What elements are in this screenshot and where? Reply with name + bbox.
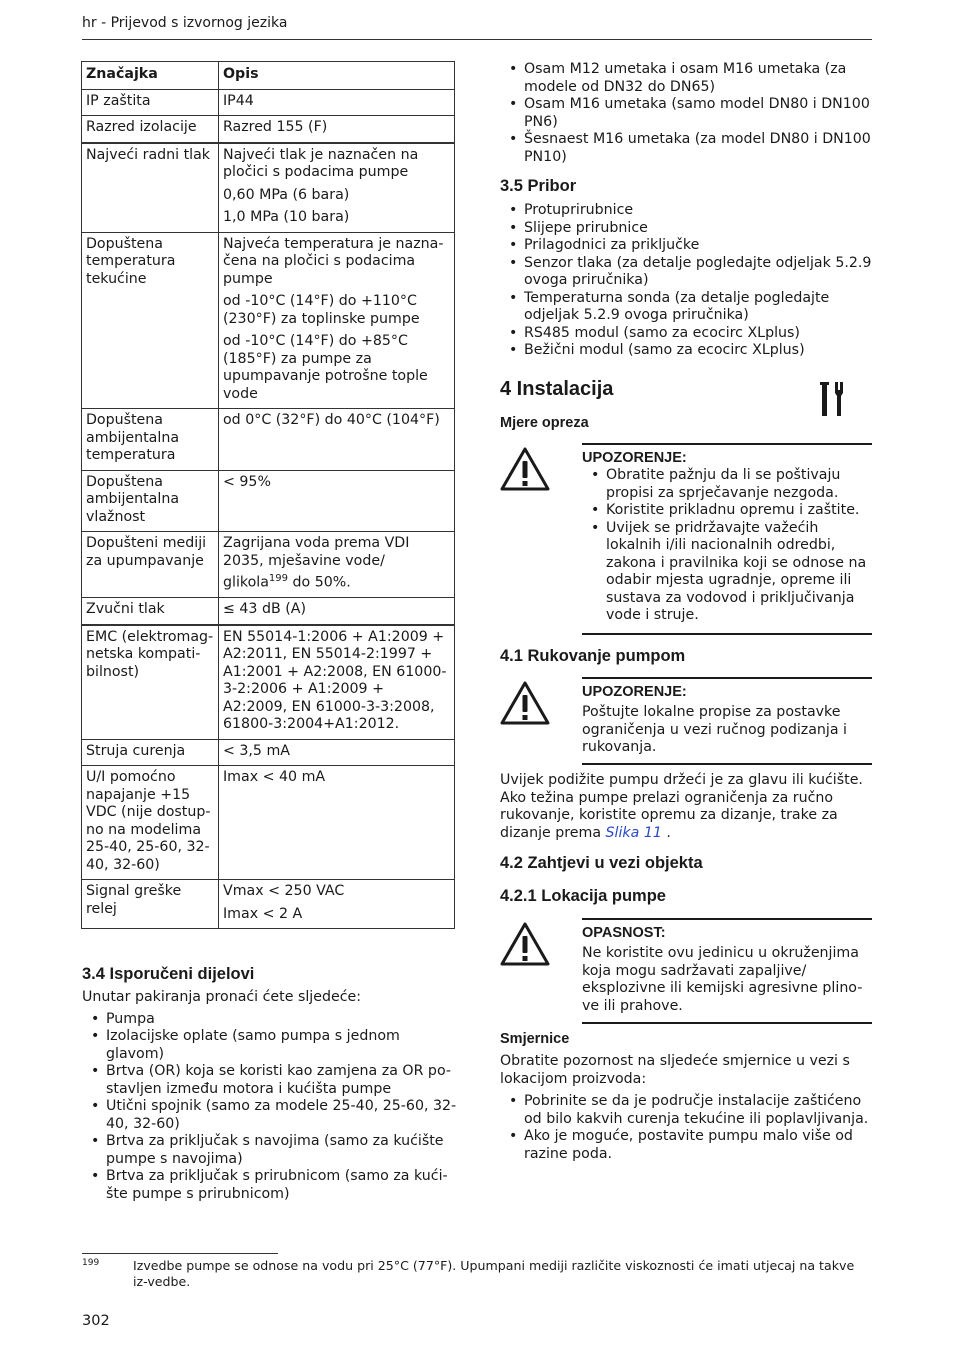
table-cell-key: EMC (elektromag-netska kompati-bilnost) xyxy=(82,625,219,740)
value-text: od -10°C (14°F) do +85°C (185°F) za pumpe za upumpavanje potrošne tople vode xyxy=(223,333,428,402)
warning-block xyxy=(500,443,872,637)
value-text: < 3,5 mA xyxy=(223,742,290,759)
value-text xyxy=(223,535,450,592)
page-header xyxy=(82,14,872,40)
value-text: Vmax < 250 VAC xyxy=(223,883,345,900)
table-cell-value xyxy=(219,470,455,532)
section-3-5 xyxy=(500,177,872,360)
table-row xyxy=(82,739,455,766)
list-item: • Temperaturna sonda (za detalje pogledajte odjeljak 5.2.9 ovoga priručnika) xyxy=(500,290,872,325)
section-heading: 4.1 Rukovanje pumpom xyxy=(500,647,686,665)
list-item: • RS485 modul (samo za ecocirc XLplus) xyxy=(500,325,872,343)
table-cell-value xyxy=(219,880,455,929)
table-cell-key: Najveći radni tlak xyxy=(82,143,219,233)
bullet-list xyxy=(500,202,872,360)
header-text: hr - Prijevod s izvornog jezika xyxy=(82,15,288,31)
section-intro: Unutar pakiranja pronaći ćete sljedeće: xyxy=(82,989,362,1005)
value-text: Najveća temperatura je nazna-čena na pločici s podacima pumpe xyxy=(223,235,444,287)
bullet-list xyxy=(82,1011,457,1204)
list-item: • Pumpa xyxy=(82,1011,457,1029)
table-cell-value xyxy=(219,532,455,598)
section-heading: 4.2 Zahtjevi u vezi objekta xyxy=(500,854,703,872)
paragraph-text: Uvijek podižite pumpu držeći je za glavu ili kućište. Ako težina pumpe prelazi ograničenja za ručno rukovanje, koristite opremu za dizanje, trake za dizanje prema xyxy=(500,772,863,841)
list-item: • Brtva za priključak s prirubnicom (samo za kući-šte pumpe s prirubnicom) xyxy=(82,1168,457,1203)
danger-text: Ne koristite ovu jedinicu u okruženjima koja mogu sadržavati zapaljive/ eksplozivne ili kemijski agresivne plino-ve ili prahove. xyxy=(582,945,863,1014)
danger-icon xyxy=(500,922,550,966)
list-item: • Šesnaest M16 umetaka (za model DN80 i DN100 PN10) xyxy=(500,131,872,166)
list-item: • Osam M16 umetaka (samo model DN80 i DN100 PN6) xyxy=(500,96,872,131)
warning-label: UPOZORENJE: xyxy=(582,684,687,700)
warning-text: Poštujte lokalne propise za postavke ograničenja u vezi ručnog podizanja i rukovanja. xyxy=(582,704,848,755)
danger-block xyxy=(500,918,872,1026)
warning-label: UPOZORENJE: xyxy=(582,450,687,466)
value-text: IP44 xyxy=(223,92,254,109)
table-cell-key: Zvučni tlak xyxy=(82,598,219,625)
value-text: Imax < 2 A xyxy=(223,905,303,922)
danger-content xyxy=(582,918,872,1024)
list-item: • Uvijek se pridržavajte važećih lokalnih i/ili nacionalnih odredbi, zakona i pravilnika koji se odnose na odabir mjesta ugradnje, opreme ili sustava za vodovod i priključivanja vode i struje. xyxy=(582,520,872,625)
table-cell-value xyxy=(219,232,455,409)
list-item: • Obratite pažnju da li se poštivaju propisi za sprječavanje nezgoda. xyxy=(582,467,872,502)
value-text: 0,60 MPa (6 bara) xyxy=(223,186,350,203)
table-cell-key: Razred izolacije xyxy=(82,116,219,143)
table-row xyxy=(82,766,455,880)
table-row xyxy=(82,625,455,740)
table-cell-value xyxy=(219,625,455,740)
bullet-list xyxy=(500,1093,872,1163)
list-item: • Senzor tlaka (za detalje pogledajte odjeljak 5.2.9 ovoga priručnika) xyxy=(500,255,872,290)
specifications-table xyxy=(81,61,455,929)
table-cell-value xyxy=(219,89,455,116)
value-text: Najveći tlak je naznačen na pločici s podacima pumpe xyxy=(223,146,419,180)
warning-content xyxy=(582,677,872,765)
table-cell-key: Struja curenja xyxy=(82,739,219,766)
bullet-list xyxy=(500,61,872,166)
danger-label: OPASNOST: xyxy=(582,925,666,941)
list-item: • Brtva (OR) koja se koristi kao zamjena za OR po-stavljen između motora i kućišta pumpe xyxy=(82,1063,457,1098)
value-text: 1,0 MPa (10 bara) xyxy=(223,209,350,225)
tools-icon xyxy=(820,380,846,418)
table-row xyxy=(82,116,455,143)
list-item: • Protuprirubnice xyxy=(500,202,872,220)
value-text: Imax < 40 mA xyxy=(223,769,326,786)
table-cell-value xyxy=(219,766,455,880)
table-cell-key: Signal greške relej xyxy=(82,880,219,929)
table-row xyxy=(82,598,455,625)
table-row xyxy=(82,409,455,471)
table-header-description: Opis xyxy=(219,62,455,90)
list-item: • Osam M12 umetaka i osam M16 umetaka (za modele od DN32 do DN65) xyxy=(500,61,872,96)
value-text: od -10°C (14°F) do +110°C (230°F) za toplinske pumpe xyxy=(223,293,420,327)
list-item: • Ako je moguće, postavite pumpu malo više od razine poda. xyxy=(500,1128,872,1163)
section-heading: 3.5 Pribor xyxy=(500,177,577,195)
table-cell-value xyxy=(219,409,455,471)
value-text: ≤ 43 dB (A) xyxy=(223,601,306,618)
list-item: • Pobrinite se da je područje instalacije zaštićeno od bilo kakvih curenja tekućine ili poplavljivanja. xyxy=(500,1093,872,1128)
section-heading: 3.4 Isporučeni dijelovi xyxy=(82,965,255,983)
table-row xyxy=(82,89,455,116)
table-cell-key: Dopuštena ambijentalna temperatura xyxy=(82,409,219,471)
table-row xyxy=(82,532,455,598)
table-header-feature: Značajka xyxy=(82,62,219,90)
list-item: • Prilagodnici za priključke xyxy=(500,237,872,255)
chapter-heading: 4 Instalacija xyxy=(500,378,614,400)
table-row xyxy=(82,143,455,233)
list-item: • Izolacijske oplate (samo pumpa s jednom glavom) xyxy=(82,1028,457,1063)
paragraph-text: . xyxy=(661,824,671,841)
list-item: • Slijepe prirubnice xyxy=(500,220,872,238)
table-cell-key: IP zaštita xyxy=(82,89,219,116)
bullet-list xyxy=(582,467,872,625)
footnote-divider xyxy=(82,1253,278,1254)
value-text-part: Zagrijana voda prema VDI 2035, mješavine vode/ glikola xyxy=(223,535,410,591)
table-cell-value xyxy=(219,143,455,233)
section-heading: 4.2.1 Lokacija pumpe xyxy=(500,887,666,905)
list-item: • Utični spojnik (samo za modele 25-40, 25-60, 32-40, 32-60) xyxy=(82,1098,457,1133)
table-cell-value xyxy=(219,598,455,625)
page-number: 302 xyxy=(82,1313,110,1329)
footnote-text: Izvedbe pumpe se odnose na vodu pri 25°C (77°F). Upumpani mediji različite viskoznosti će imati utjecaj na takve iz-vedbe. xyxy=(133,1258,855,1289)
warning-content xyxy=(582,443,872,635)
footnote-ref: 199 xyxy=(268,573,289,584)
footnote-number: 199 xyxy=(82,1258,100,1268)
warning-icon xyxy=(500,447,550,491)
table-cell-value xyxy=(219,116,455,143)
table-cell-key: U/I pomoćno napajanje +15 VDC (nije dostup-no na modelima 25-40, 25-60, 32-40, 32-60) xyxy=(82,766,219,880)
table-cell-key: Dopuštena ambijentalna vlažnost xyxy=(82,470,219,532)
section-3-4 xyxy=(82,965,457,1203)
paragraph xyxy=(500,772,872,842)
value-text: od 0°C (32°F) do 40°C (104°F) xyxy=(223,412,440,428)
value-text: < 95% xyxy=(223,473,271,490)
subheading: Smjernice xyxy=(500,1031,570,1047)
figure-link[interactable]: Slika 11 xyxy=(605,824,662,841)
table-cell-key: Dopušteni mediji za upumpavanje xyxy=(82,532,219,598)
table-header-row xyxy=(82,62,455,90)
list-item: • Koristite prikladnu opremu i zaštite. xyxy=(582,502,872,520)
table-row xyxy=(82,880,455,929)
warning-icon xyxy=(500,681,550,725)
table-cell-key: Dopuštena temperatura tekućine xyxy=(82,232,219,409)
list-item: • Bežični modul (samo za ecocirc XLplus) xyxy=(500,342,872,360)
table-cell-value xyxy=(219,739,455,766)
warning-block xyxy=(500,677,872,767)
value-text: EN 55014-1:2006 + A1:2009 + A2:2011, EN 55014-2:1997 + A1:2001 + A2:2008, EN 61000-3-2:2006 + A1:2009 + A2:2009, EN 61000-3-3:2008, 61800-3:2004+A1:2012. xyxy=(223,628,447,733)
table-row xyxy=(82,470,455,532)
subheading: Mjere opreza xyxy=(500,415,589,431)
table-row xyxy=(82,232,455,409)
value-text: Razred 155 (F) xyxy=(223,119,328,135)
paragraph: Obratite pozornost na sljedeće smjernice u vezi s lokacijom proizvoda: xyxy=(500,1053,850,1087)
value-text-part: do 50%. xyxy=(288,574,351,591)
list-item: • Brtva za priključak s navojima (samo za kućište pumpe s navojima) xyxy=(82,1133,457,1168)
